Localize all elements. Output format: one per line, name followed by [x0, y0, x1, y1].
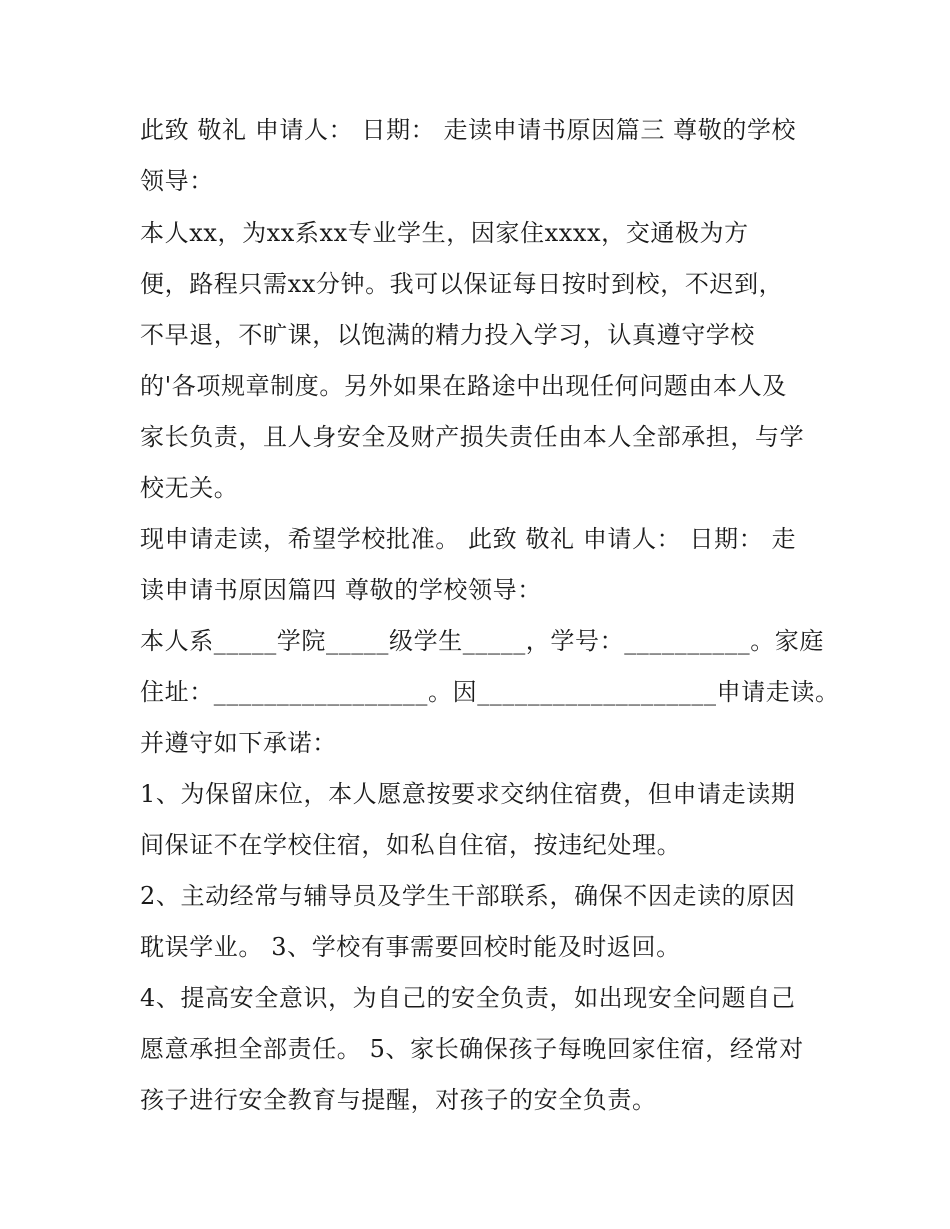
text-line: 4、提高安全意识，为自己的安全负责，如出现安全问题自己	[140, 984, 796, 1012]
text-line: 校无关。	[140, 474, 239, 502]
text-line: 耽误学业。 3、学校有事需要回校时能及时返回。	[140, 933, 681, 961]
text-line: 愿意承担全部责任。 5、家长确保孩子每晚回家住宿，经常对	[140, 1035, 804, 1063]
text-line: 不早退，不旷课，以饱满的精力投入学习，认真遵守学校	[140, 321, 755, 349]
text-line: 间保证不在学校住宿，如私自住宿，按违纪处理。	[140, 831, 682, 859]
text-line: 领导：	[140, 167, 214, 195]
text-line: 便，路程只需xx分钟。我可以保证每日按时到校，不迟到，	[140, 270, 784, 298]
text-line: 现申请走读，希望学校批准。 此致 敬礼 申请人： 日期： 走	[140, 525, 797, 553]
text-line: 的'各项规章制度。另外如果在路途中出现任何问题由本人及	[140, 372, 787, 400]
text-line: 本人系_____学院_____级学生_____，学号：__________。家庭	[140, 627, 824, 655]
text-line: 本人xx，为xx系xx专业学生，因家住xxxx，交通极为方	[140, 219, 749, 247]
text-line: 并遵守如下承诺：	[140, 729, 337, 757]
text-line: 2、主动经常与辅导员及学生干部联系，确保不因走读的原因	[140, 882, 796, 910]
text-line: 住址：_________________。因___________________申请走读。	[140, 678, 840, 706]
text-line: 1、为保留床位，本人愿意按要求交纳住宿费，但申请走读期	[140, 780, 796, 808]
text-line: 此致 敬礼 申请人： 日期： 走读申请书原因篇三 尊敬的学校	[140, 116, 797, 144]
text-line: 家长负责，且人身安全及财产损失责任由本人全部承担，与学	[140, 423, 805, 451]
text-line: 孩子进行安全教育与提醒，对孩子的安全负责。	[140, 1086, 657, 1114]
text-line: 读申请书原因篇四 尊敬的学校领导：	[140, 576, 542, 604]
